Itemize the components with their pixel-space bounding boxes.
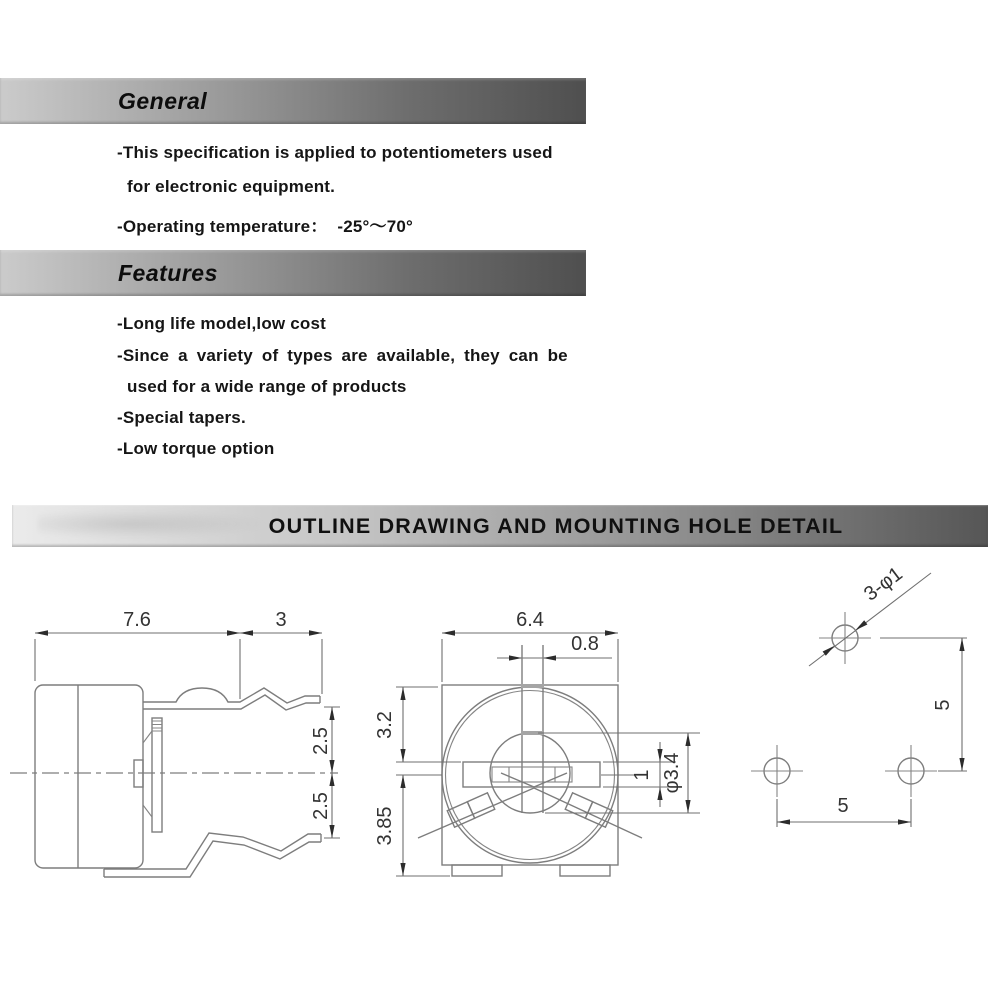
dim-label-lower: 3.85 [374,806,396,846]
slot-edge-ticks [521,686,544,733]
dim-label-slot-width: 0.8 [571,633,599,655]
features-line-3: used for a wide range of products [127,377,407,396]
dim-label-side-width: 7.6 [123,609,151,631]
dim-label-pin-top: 2.5 [310,727,332,755]
side-rotor-disc [152,718,162,832]
technical-drawing [0,555,1000,945]
dim-label-slot-height: 1 [631,769,653,781]
dim-label-rotor-dia: φ3.4 [661,752,683,794]
side-body-outline [35,685,143,868]
rotor-lug-right [565,793,613,827]
general-line-1: -This specification is applied to potentiometers used [117,143,553,162]
hole-callout-label: 3-φ1 [860,562,907,606]
slot-bar-outer [463,762,600,787]
side-chamfer-lines [143,731,152,817]
dim-label-vertical-pitch: 5 [932,699,954,711]
side-bottom-terminal [104,833,321,877]
features-line-4: -Special tapers. [117,408,246,427]
general-section-banner [0,78,586,124]
faint-watermark [38,510,268,538]
dim-label-top-width: 6.4 [516,609,544,631]
mounting-ext-lines [777,638,967,827]
top-left-foot [452,865,502,876]
features-line-5: -Low torque option [117,439,275,458]
outline-section-title: OUTLINE DRAWING AND MOUNTING HOLE DETAIL [268,513,844,538]
rotor-outer-circle [442,687,618,863]
features-line-2: -Since a variety of types are available, they can be [117,346,568,365]
slot-chevron [501,773,567,787]
general-section-title: General [118,87,208,114]
slot-vertical-lines [522,645,543,813]
dim-label-upper: 3.2 [374,711,396,739]
dim-label-horizontal-pitch: 5 [837,795,849,817]
top-right-foot [560,865,610,876]
side-top-terminal [143,688,320,710]
features-line-1: -Long life model,low cost [117,314,326,333]
features-section-title: Features [118,259,218,286]
dim-label-pin-bottom: 2.5 [310,792,332,820]
mounting-hole-drawing [751,563,967,827]
side-view-drawing [10,609,340,877]
features-section-banner [0,250,586,296]
general-line-2: for electronic equipment. [127,177,336,196]
top-view-drawing [374,609,700,876]
dim-label-side-terminal: 3 [275,609,287,631]
general-line-3: -Operating temperature： -25°～70° [117,217,414,236]
top-left-ext-lines [396,687,461,876]
side-rotor-knurl [152,721,162,731]
